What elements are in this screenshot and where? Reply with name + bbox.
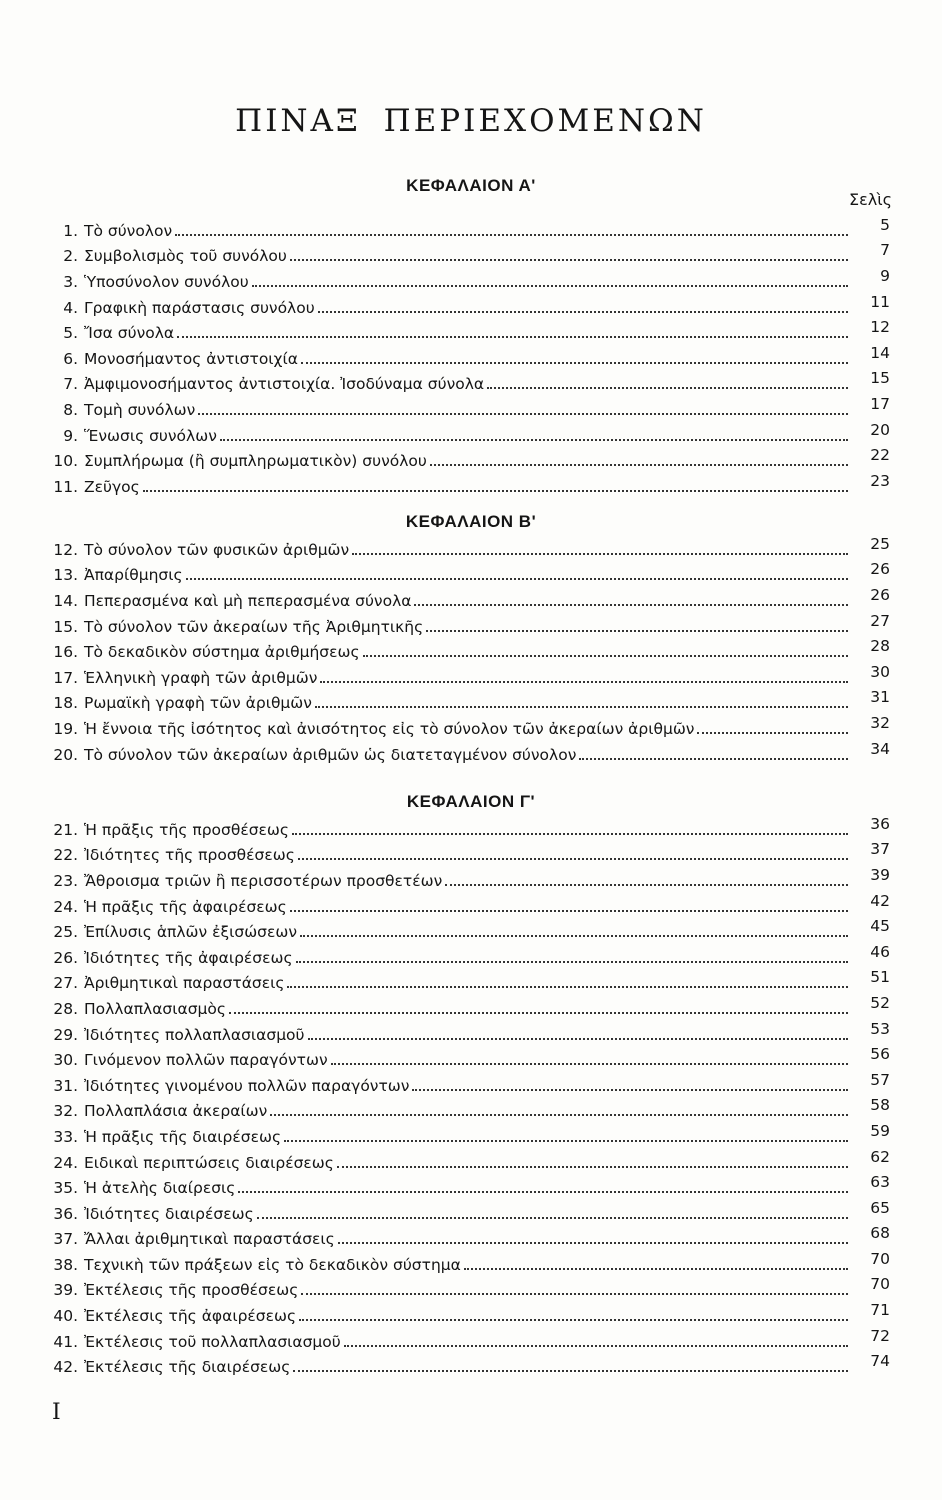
toc-entry-title: Ἕνωσις συνόλων [84, 426, 217, 445]
dot-leader [220, 425, 848, 441]
toc-entry-number: 19. [53, 719, 78, 738]
toc-entry [48, 639, 890, 665]
toc-entry-page: 71 [870, 1301, 890, 1320]
toc-entry-title: Μονοσήμαντος ἀντιστοιχία [84, 349, 298, 368]
chapter-heading-b: ΚΕΦΑΛΑΙΟΝ Β' [405, 512, 537, 531]
toc-entry-page: 45 [870, 917, 890, 936]
toc-entry [48, 534, 890, 563]
toc-entry [48, 1275, 890, 1304]
toc-entry-page: 11 [870, 292, 890, 311]
toc-entry-page: 30 [870, 662, 890, 681]
dot-leader [296, 947, 848, 963]
toc-entry-page: 32 [870, 713, 890, 732]
dot-leader [445, 870, 848, 886]
toc-entry [48, 1249, 890, 1278]
dot-leader [238, 1177, 848, 1193]
toc-entry-number: 27. [53, 974, 78, 993]
toc-entry-page: 65 [870, 1198, 890, 1217]
toc-entry-page: 59 [870, 1121, 890, 1140]
toc-entry-title: Πεπερασμένα καὶ μὴ πεπερασμένα σύνολα [84, 591, 412, 610]
dot-leader [257, 1203, 848, 1219]
toc-entry-number: 38. [53, 1255, 78, 1274]
toc-entry-title: Ἐπίλυσις ἁπλῶν ἐξισώσεων [84, 923, 298, 942]
toc-entry-title: Τεχνικὴ τῶν πράξεων εἰς τὸ δεκαδικὸν σύστημα [84, 1255, 461, 1274]
dot-leader [299, 1305, 848, 1321]
toc-entry-title: Τὸ σύνολον [84, 221, 173, 240]
toc-entry-number: 23. [53, 871, 78, 890]
toc-entry [48, 394, 890, 423]
toc-entry-number: 14. [53, 591, 78, 610]
toc-entry-title: Ἡ πρᾶξις τῆς ἀφαιρέσεως [84, 897, 287, 916]
toc-entry-number: 20. [53, 745, 78, 764]
toc-entry-title: Ἐκτέλεσις τῆς προσθέσεως [84, 1281, 299, 1300]
toc-entry-number: 35. [53, 1179, 78, 1198]
toc-entry-page: 26 [870, 560, 890, 579]
toc-entry-number: 31. [53, 1076, 78, 1095]
toc-entry [48, 1303, 890, 1329]
dot-leader [293, 1356, 848, 1372]
toc-entry-page: 5 [880, 215, 890, 234]
toc-entry-page: 74 [870, 1352, 890, 1371]
dot-leader [487, 373, 848, 389]
toc-entry-number: 7. [63, 375, 78, 394]
toc-entry-page: 7 [880, 241, 890, 260]
toc-entry-page: 62 [870, 1147, 890, 1166]
toc-entry [48, 369, 890, 398]
toc-entry-title: Ζεῦγος [84, 477, 140, 496]
toc-entry-page: 9 [880, 266, 890, 285]
toc-entry-title: Τὸ σύνολον τῶν ἀκεραίων ἀριθμῶν ὡς διατεταγμένον σύνολον [84, 745, 577, 764]
dot-leader [430, 450, 848, 466]
toc-entry [48, 1147, 890, 1176]
toc-entry-number: 24. [53, 897, 78, 916]
toc-entry-number: 36. [53, 1204, 78, 1223]
toc-entry-title: Ἀπαρίθμησις [84, 566, 183, 585]
chapter-heading-c: ΚΕΦΑΛΑΙΟΝ Γ' [406, 792, 536, 811]
toc-entry-page: 72 [870, 1326, 890, 1345]
toc-entry-page: 12 [870, 318, 890, 337]
toc-entry-title: Ἀριθμητικαὶ παραστάσεις [84, 974, 285, 993]
dot-leader [363, 641, 848, 657]
toc-entry [48, 739, 890, 768]
dot-leader [198, 399, 848, 415]
toc-entry-number: 16. [53, 643, 78, 662]
dot-leader [426, 616, 848, 632]
toc-entry-title: Ἡ ἔννοια τῆς ἰσότητος καὶ ἀνισότητος εἰς τὸ σύνολον τῶν ἀκεραίων ἀριθμῶν [84, 719, 695, 738]
toc-entry-page: 20 [870, 420, 890, 439]
dot-leader [697, 718, 848, 734]
toc-entry-title: Τομὴ συνόλων [84, 400, 196, 419]
toc-entry [48, 215, 890, 244]
dot-leader [414, 590, 848, 606]
dot-leader [252, 271, 848, 287]
dot-leader [338, 1228, 848, 1244]
dot-leader [284, 1126, 848, 1142]
toc-entry-number: 25. [53, 923, 78, 942]
toc-entry-page: 36 [870, 814, 890, 833]
toc-entry [48, 968, 890, 997]
toc-entry-page: 17 [870, 394, 890, 413]
toc-entry [48, 1354, 890, 1380]
toc-entry-title: Ἰδιότητες γινομένου πολλῶν παραγόντων [84, 1076, 410, 1095]
toc-entry-page: 53 [870, 1019, 890, 1038]
toc-entry-page: 34 [870, 739, 890, 758]
toc-entry-number: 3. [63, 272, 78, 291]
toc-entry-title: Συμπλήρωμα (ἢ συμπληρωματικὸν) συνόλου [84, 452, 427, 471]
toc-entry [48, 993, 890, 1022]
toc-entry-title: Ἐκτέλεσις τῆς διαιρέσεως [84, 1358, 291, 1377]
toc-entry [48, 343, 890, 372]
dot-leader [175, 220, 848, 236]
toc-entry-number: 41. [53, 1332, 78, 1351]
toc-entry-page: 52 [870, 993, 890, 1012]
toc-entry-number: 1. [63, 221, 78, 240]
toc-entry [48, 266, 890, 295]
toc-entry-page: 31 [870, 688, 890, 707]
toc-entry-number: 33. [53, 1127, 78, 1146]
dot-leader [579, 744, 848, 760]
toc-entry-number: 17. [53, 668, 78, 687]
toc-entry-title: Ἐκτέλεσις τῆς ἀφαιρέσεως [84, 1307, 297, 1326]
toc-entry-page: 58 [870, 1096, 890, 1115]
dot-leader [331, 1049, 848, 1065]
toc-entry [48, 688, 890, 717]
toc-entry-page: 26 [870, 585, 890, 604]
toc-entry-title: Πολλαπλασιασμὸς [84, 999, 226, 1018]
toc-entry-page: 70 [870, 1275, 890, 1294]
toc-entry [48, 241, 890, 270]
toc-list-chapter-c [48, 814, 890, 1380]
dot-leader [412, 1075, 848, 1091]
toc-entry-number: 39. [53, 1281, 78, 1300]
dot-leader [352, 539, 848, 555]
toc-entry-page: 25 [870, 534, 890, 553]
toc-entry-number: 13. [53, 566, 78, 585]
toc-entry-number: 5. [63, 324, 78, 343]
toc-entry-title: Ρωμαϊκὴ γραφὴ τῶν ἀριθμῶν [84, 694, 312, 713]
page-column-label: Σελὶς [848, 190, 892, 209]
toc-entry-number: 37. [53, 1230, 78, 1249]
toc-entry-page: 27 [870, 611, 890, 630]
toc-entry-title: Τὸ δεκαδικὸν σύστημα ἀριθμήσεως [84, 643, 360, 662]
toc-entry-title: Ειδικαὶ περιπτώσεις διαιρέσεως [84, 1153, 334, 1172]
toc-entry [48, 420, 890, 449]
toc-entry-title: Τὸ σύνολον τῶν ἀκεραίων τῆς Ἀριθμητικῆς [84, 617, 424, 636]
toc-entry [48, 662, 890, 691]
toc-entry [48, 1198, 890, 1227]
dot-leader [300, 921, 848, 937]
toc-entry-title: Ἄλλαι ἀριθμητικαὶ παραστάσεις [84, 1230, 335, 1249]
toc-entry-title: Γινόμενον πολλῶν παραγόντων [84, 1051, 328, 1070]
toc-entry-title: Ἑλληνικὴ γραφὴ τῶν ἀριθμῶν [84, 668, 318, 687]
toc-entry [48, 292, 890, 321]
toc-entry-number: 21. [53, 820, 78, 839]
dot-leader [177, 322, 848, 338]
toc-entry-number: 10. [53, 452, 78, 471]
toc-entry [48, 1224, 890, 1253]
toc-entry [48, 1070, 890, 1099]
dot-leader [337, 1152, 848, 1168]
toc-entry-number: 32. [53, 1102, 78, 1121]
toc-entry-title: Ἡ ἀτελὴς διαίρεσις [84, 1179, 236, 1198]
toc-entry-number: 24. [53, 1153, 78, 1172]
toc-entry [48, 1326, 890, 1355]
toc-entry-title: Ἡ πρᾶξις τῆς προσθέσεως [84, 820, 289, 839]
toc-entry [48, 560, 890, 589]
toc-entry-title: Ἰδιότητες τῆς ἀφαιρέσεως [84, 948, 293, 967]
toc-entry [48, 919, 890, 945]
toc-entry-page: 42 [870, 891, 890, 910]
toc-entry-number: 9. [63, 426, 78, 445]
dot-leader [186, 564, 848, 580]
toc-entry-page: 15 [870, 369, 890, 388]
toc-entry-number: 18. [53, 694, 78, 713]
dot-leader [229, 998, 848, 1014]
dot-leader [270, 1100, 848, 1116]
toc-entry-title: Ἀμφιμονοσήμαντος ἀντιστοιχία. Ἰσοδύναμα σύνολα [84, 375, 485, 394]
toc-entry-page: 68 [870, 1224, 890, 1243]
toc-entry-number: 6. [63, 349, 78, 368]
dot-leader [292, 819, 848, 835]
toc-entry-title: Ἄθροισμα τριῶν ἢ περισσοτέρων προσθετέων [84, 871, 443, 890]
toc-entry [48, 1175, 890, 1201]
toc-entry-page: 56 [870, 1045, 890, 1064]
toc-entry-page: 14 [870, 343, 890, 362]
toc-entry-page: 70 [870, 1249, 890, 1268]
toc-entry-title: Συμβολισμὸς τοῦ συνόλου [84, 247, 287, 266]
toc-entry-number: 8. [63, 400, 78, 419]
toc-entry-page: 46 [870, 942, 890, 961]
dot-leader [320, 667, 848, 683]
dot-leader [315, 692, 848, 708]
toc-entry-number: 26. [53, 948, 78, 967]
toc-entry [48, 865, 890, 894]
toc-entry-page: 57 [870, 1070, 890, 1089]
toc-entry-page: 28 [870, 637, 890, 656]
toc-entry [48, 840, 890, 869]
toc-entry-title: Ἰδιότητες πολλαπλασιασμοῦ [84, 1025, 305, 1044]
dot-leader [290, 896, 848, 912]
toc-entry [48, 611, 890, 640]
toc-entry [48, 448, 890, 474]
toc-entry [48, 471, 890, 500]
toc-entry-title: Ἐκτέλεσις τοῦ πολλαπλασιασμοῦ [84, 1332, 341, 1351]
toc-entry [48, 585, 890, 614]
toc-entry [48, 814, 890, 843]
dot-leader [344, 1331, 848, 1347]
toc-entry [48, 1096, 890, 1125]
dot-leader [290, 245, 848, 261]
toc-entry [48, 713, 890, 742]
toc-entry-title: Τὸ σύνολον τῶν φυσικῶν ἀριθμῶν [84, 540, 350, 559]
toc-entry-number: 29. [53, 1025, 78, 1044]
toc-entry-page: 23 [870, 471, 890, 490]
toc-entry-page: 22 [870, 446, 890, 465]
dot-leader [308, 1024, 848, 1040]
toc-entry-page: 63 [870, 1173, 890, 1192]
toc-list-chapter-a [48, 215, 890, 500]
toc-entry-number: 22. [53, 846, 78, 865]
toc-entry-title: Ἡ πρᾶξις τῆς διαιρέσεως [84, 1127, 282, 1146]
toc-entry [48, 1121, 890, 1150]
toc-entry-number: 28. [53, 999, 78, 1018]
toc-entry-number: 11. [53, 477, 78, 496]
dot-leader [301, 348, 848, 364]
toc-entry [48, 891, 890, 920]
toc-entry-page: 51 [870, 968, 890, 987]
toc-entry-number: 12. [53, 540, 78, 559]
toc-entry-title: Γραφικὴ παράστασις συνόλου [84, 298, 315, 317]
toc-entry-title: Ὑποσύνολον συνόλου [84, 272, 249, 291]
dot-leader [464, 1254, 848, 1270]
toc-entry [48, 1019, 890, 1048]
toc-entry-number: 42. [53, 1358, 78, 1377]
toc-entry [48, 942, 890, 971]
toc-entry-number: 15. [53, 617, 78, 636]
toc-entry-page: 37 [870, 840, 890, 859]
toc-entry-number: 2. [63, 247, 78, 266]
page-title: ΠΙΝΑΞ ΠΕΡΙΕΧΟΜΕΝΩΝ [235, 103, 707, 139]
dot-leader [318, 297, 848, 313]
dot-leader [287, 972, 848, 988]
toc-entry-title: Πολλαπλάσια ἀκεραίων [84, 1102, 268, 1121]
chapter-heading-a: ΚΕΦΑΛΑΙΟΝ Α' [406, 176, 536, 195]
folio-number: I [52, 1400, 61, 1425]
toc-entry-number: 30. [53, 1051, 78, 1070]
toc-entry-title: Ἰδιότητες διαιρέσεως [84, 1204, 254, 1223]
toc-entry-title: Ἰδιότητες τῆς προσθέσεως [84, 846, 295, 865]
toc-entry-title: Ἴσα σύνολα [84, 324, 175, 343]
toc-list-chapter-b [48, 534, 890, 767]
dot-leader [143, 476, 848, 492]
toc-entry [48, 320, 890, 346]
toc-entry-page: 39 [870, 865, 890, 884]
dot-leader [301, 1279, 848, 1295]
toc-entry-number: 4. [63, 298, 78, 317]
dot-leader [298, 844, 848, 860]
toc-entry-number: 40. [53, 1307, 78, 1326]
toc-entry [48, 1047, 890, 1073]
